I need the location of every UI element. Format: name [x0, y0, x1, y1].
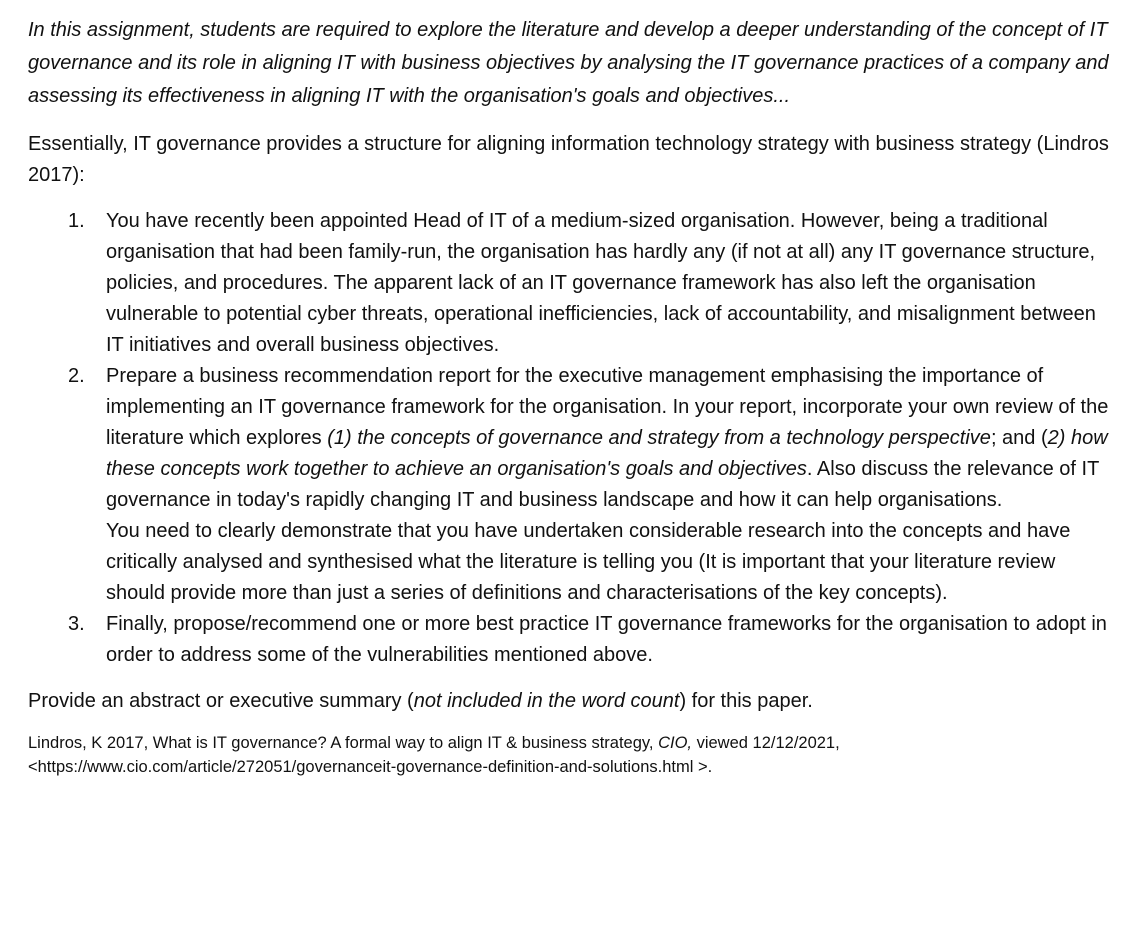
summary-text: ) for this paper.: [679, 690, 813, 712]
task-list: [28, 206, 1113, 671]
task-item-3: [28, 609, 1113, 671]
reference-text: viewed 12/12/2021,: [692, 734, 840, 752]
task-text-italic: 2) how these concepts work together to achieve an organisation's goals and objectives: [106, 427, 1108, 480]
reference-text: Lindros, K 2017, What is IT governance? A formal way to align IT & business strategy,: [28, 734, 659, 752]
reference-source: CIO,: [658, 734, 692, 752]
intro-paragraph: In this assignment, students are required to explore the literature and develop a deeper understanding of the concept of IT governance and its role in aligning IT with business objectives by analysing the IT governance practices of a company and assessing its effectiveness in aligning IT with the organisation's goals and objectives...: [28, 19, 1109, 107]
summary-italic: not included in the word count: [413, 690, 680, 712]
task-text: You have recently been appointed Head of IT of a medium-sized organisation. However, being a traditional organisation that had been family-run, the organisation has hardly any (if not at all) any IT governance structure, policies, and procedures. The apparent lack of an IT governance framework has also left the organisation vulnerable to potential cyber threats, operational inefficiencies, lack of accountability, and misalignment between IT initiatives and overall business objectives.: [106, 210, 1096, 356]
summary-text: Provide an abstract or executive summary (: [28, 690, 414, 712]
reference-entry: [28, 731, 1113, 779]
document-body: [28, 14, 1113, 779]
task-item-1: [28, 206, 1113, 361]
task-number: 3.: [68, 613, 85, 635]
lead-paragraph: Essentially, IT governance provides a structure for aligning information technology strategy with business strategy (Lindros 2017):: [28, 133, 1109, 186]
task-number: 2.: [68, 365, 85, 387]
reference-url: <https://www.cio.com/article/272051/governanceit-governance-definition-and-solutions.html >.: [28, 758, 713, 776]
task-number: 1.: [68, 210, 85, 232]
task-text: Prepare a business recommendation report for the executive management emphasising the importance of implementing an IT governance framework for the organisation. In your report, incorporate your own review of the literature which explores: [106, 365, 1109, 449]
task-text: ; and (: [990, 427, 1048, 449]
task-text: Finally, propose/recommend one or more best practice IT governance frameworks for the organisation to adopt in order to address some of the vulnerabilities mentioned above.: [106, 613, 1107, 666]
summary-paragraph: [28, 686, 1113, 717]
task-item-2: [28, 361, 1113, 609]
task-text-italic: (1) the concepts of governance and strategy from a technology perspective: [327, 427, 991, 449]
task-text: . Also discuss the relevance of IT governance in today's rapidly changing IT and business landscape and how it can help organisations.: [106, 458, 1099, 511]
task-continuation: You need to clearly demonstrate that you have undertaken considerable research into the concepts and have critically analysed and synthesised what the literature is telling you (It is important that your literature review should provide more than just a series of definitions and characterisations of the key concepts).: [106, 520, 1071, 604]
